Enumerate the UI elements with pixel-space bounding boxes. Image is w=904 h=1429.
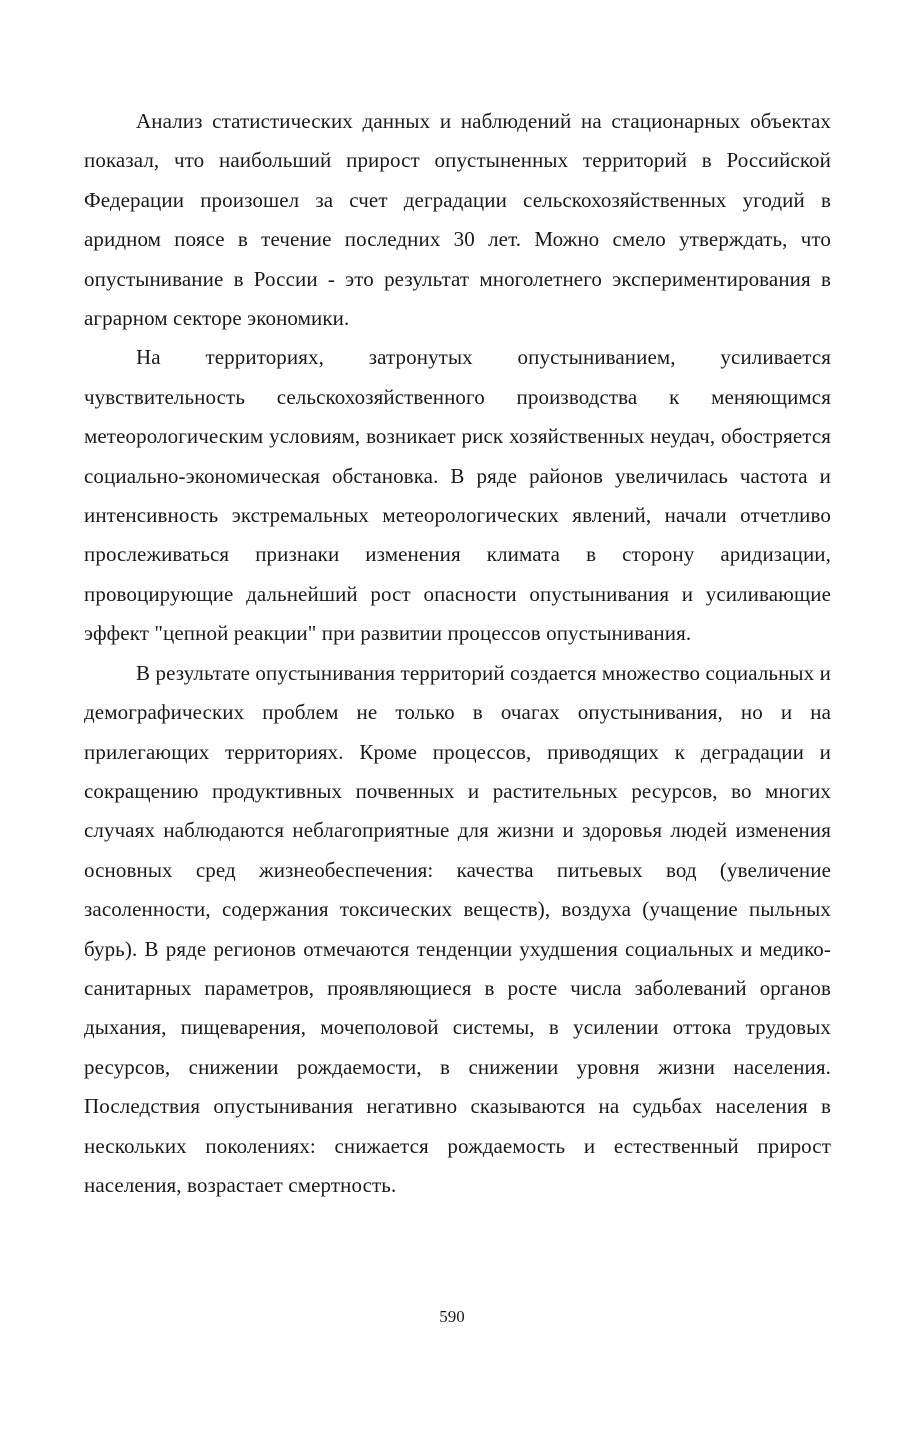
paragraph: Анализ статистических данных и наблюдений на стационарных объектах показал, что наибольший прирост опустыненных территорий в Российской Федерации произошел за счет деградации сельскохозяйственных угодий в аридном поясе в течение последних 30 лет. Можно смело утверждать, что опустынивание в России - это результат многолетнего экспериментирования в аграрном секторе экономики. (84, 109, 831, 331)
page-number: 590 (439, 1307, 465, 1326)
paragraph: В результате опустынивания территорий создается множество социальных и демографических проблем не только в очагах опустынивания, но и на прилегающих территориях. Кроме процессов, приводящих к деградации и сокращению продуктивных почвенных и растительных ресурсов, во многих случаях наблюдаются неблагоприятные для жизни и здоровья людей изменения основных сред жизнеобеспечения: качества питьевых вод (увеличение засоленности, содержания токсических веществ), воздуха (учащение пыльных бурь). В ряде регионов отмечаются тенденции ухудшения социальных и медико-санитарных параметров, проявляющиеся в росте числа заболеваний органов дыхания, пищеварения, мочеполовой системы, в усилении оттока трудовых ресурсов, снижении рождаемости, в снижении уровня жизни населения. Последствия опустынивания негативно сказываются на судьбах населения в нескольких поколениях: снижается рождаемость и естественный прирост населения, возрастает смертность. (84, 660, 831, 1197)
paragraph: На территориях, затронутых опустыниванием, усиливается чувствительность сельскохозяйственного производства к меняющимся метеорологическим условиям, возникает риск хозяйственных неудач, обостряется социально-экономическая обстановка. В ряде районов увеличилась частота и интенсивность экстремальных метеорологических явлений, начали отчетливо прослеживаться признаки изменения климата в сторону аридизации, провоцирующие дальнейший рост опасности опустынивания и усиливающие эффект "цепной реакции" при развитии процессов опустынивания. (84, 345, 831, 646)
page-body (84, 102, 831, 1205)
